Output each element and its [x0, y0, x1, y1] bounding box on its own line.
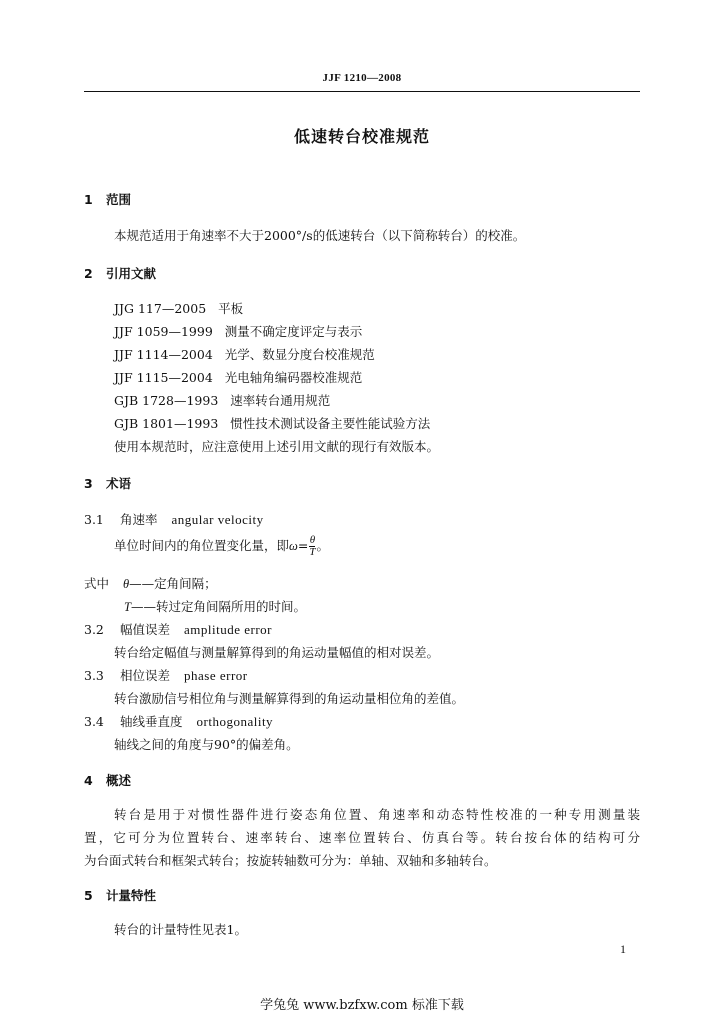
reference-title: 光学、数显分度台校准规范 — [224, 347, 375, 362]
definition-text: 单位时间内的角位置变化量，即 — [114, 538, 290, 553]
clause-number: 3.2 — [84, 622, 104, 637]
reference-title: 惯性技术测试设备主要性能试验方法 — [230, 416, 431, 431]
reference-code: JJF 1115—2004 — [114, 370, 213, 385]
clause-number: 3.1 — [84, 512, 104, 527]
term-en: phase error — [184, 668, 248, 683]
definition-3-2-body: 转台给定幅值与测量解算得到的角运动量幅值的相对误差。 — [114, 645, 440, 660]
reference-item — [114, 368, 362, 386]
equals-sign: = — [297, 538, 309, 553]
definition-3-1-header — [84, 510, 640, 528]
definition-3-4-header — [84, 712, 640, 730]
reference-title: 平板 — [218, 301, 244, 316]
reference-code: JJF 1114—2004 — [114, 347, 213, 362]
reference-code: GJB 1801—1993 — [114, 416, 219, 431]
references-note: 使用本规范时，应注意使用上述引用文献的现行有效版本。 — [114, 439, 440, 454]
document-title: 低速转台校准规范 — [293, 127, 430, 146]
definition-3-2-header — [84, 620, 640, 638]
section-1-heading — [84, 190, 131, 208]
reference-title: 测量不确定度评定与表示 — [224, 324, 363, 339]
term-en: amplitude error — [184, 622, 273, 637]
reference-item — [114, 414, 430, 432]
term-en: orthogonality — [196, 714, 274, 729]
section-4-heading — [84, 771, 131, 789]
definition-3-3-body: 转台激励信号相位角与测量解算得到的角运动量相位角的差值。 — [114, 691, 465, 706]
section-1-body: 本规范适用于角速率不大于2000°/s的低速转台（以下简称转台）的校准。 — [114, 228, 526, 243]
reference-item — [114, 299, 243, 317]
section-5-body: 转台的计量特性见表1。 — [114, 922, 247, 937]
reference-code: GJB 1728—1993 — [114, 393, 219, 408]
term-zh: 轴线垂直度 — [120, 714, 183, 729]
fraction-denominator: T — [309, 546, 316, 558]
section-number: 5 — [84, 888, 93, 903]
definition-3-4-body: 轴线之间的角度与90°的偏差角。 — [114, 737, 299, 752]
section-3-heading — [84, 474, 131, 492]
overview-line: 转台是用于对惯性器件进行姿态角位置、角速率和动态特性校准的一种专用测量装 — [114, 807, 640, 822]
section-title: 计量特性 — [106, 888, 157, 903]
section-number: 3 — [84, 476, 93, 491]
section-title: 引用文献 — [106, 266, 157, 281]
page-number: 1 — [620, 942, 626, 956]
overview-line: 置，它可分为位置转台、速率转台、速率位置转台、仿真台等。转台按台体的结构可分 — [84, 830, 640, 845]
reference-code: JJG 117—2005 — [114, 301, 207, 316]
section-5-heading — [84, 886, 156, 904]
theta-symbol: θ — [123, 577, 130, 591]
section-number: 1 — [84, 192, 93, 207]
where-clause-theta — [84, 574, 217, 592]
definition-3-1-body — [114, 535, 329, 558]
term-zh: 幅值误差 — [120, 622, 171, 637]
clause-number: 3.3 — [84, 668, 104, 683]
where-clause-t — [124, 597, 306, 615]
reference-title: 光电轴角编码器校准规范 — [224, 370, 363, 385]
t-description: ——转过定角间隔所用的时间。 — [130, 599, 306, 614]
t-symbol: T — [124, 600, 131, 614]
section-2-heading — [84, 264, 156, 282]
section-number: 4 — [84, 773, 93, 788]
overview-line: 为台面式转台和框架式转台；按旋转轴数可分为：单轴、双轴和多轴转台。 — [84, 853, 497, 868]
reference-item — [114, 391, 330, 409]
angle-over-time-fraction — [309, 535, 315, 558]
omega-symbol: ω — [289, 539, 298, 553]
document-code-header: JJF 1210—2008 — [322, 72, 402, 84]
footer-watermark-text: 学兔兔 www.bzfxw.com 标准下载 — [260, 998, 464, 1013]
section-title: 范围 — [106, 192, 132, 207]
reference-code: JJF 1059—1999 — [114, 324, 213, 339]
definition-3-3-header — [84, 666, 640, 684]
term-en: angular velocity — [171, 512, 264, 527]
clause-number: 3.4 — [84, 714, 104, 729]
section-number: 2 — [84, 266, 93, 281]
term-zh: 相位误差 — [120, 668, 171, 683]
where-label: 式中 — [84, 576, 110, 591]
reference-item — [114, 345, 375, 363]
sentence-end: 。 — [316, 538, 329, 553]
section-title: 概述 — [106, 773, 132, 788]
reference-item — [114, 322, 362, 340]
theta-description: ——定角间隔； — [129, 576, 217, 591]
header-rule — [84, 91, 640, 92]
term-zh: 角速率 — [120, 512, 158, 527]
reference-title: 速率转台通用规范 — [230, 393, 331, 408]
fraction-numerator: θ — [309, 534, 316, 546]
section-title: 术语 — [106, 476, 132, 491]
